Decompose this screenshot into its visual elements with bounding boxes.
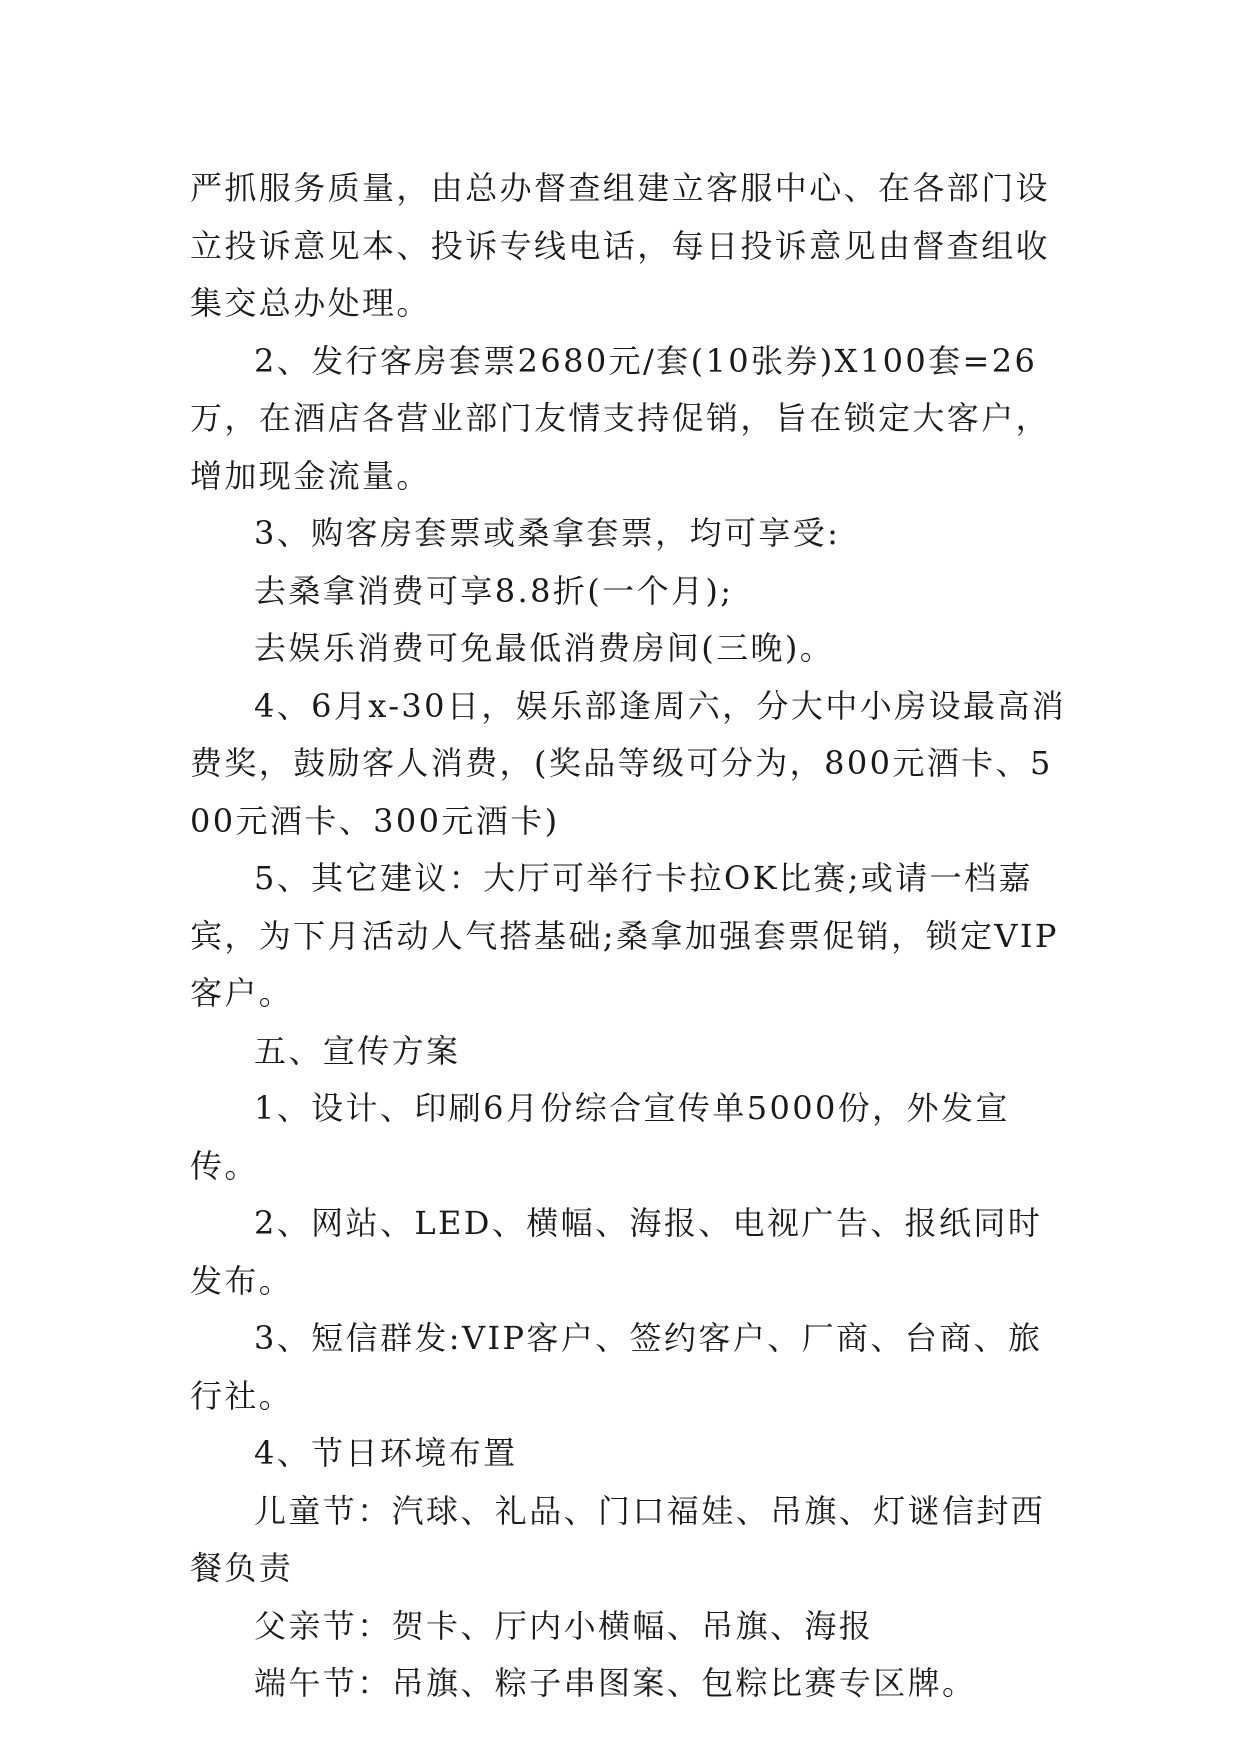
paragraph: 严抓服务质量，由总办督查组建立客服中心、在各部门设立投诉意见本、投诉专线电话，每日投诉意见由督查组收集交总办处理。: [190, 169, 1051, 322]
paragraph: 端午节：吊旗、粽子串图案、包粽比赛专区牌。: [254, 1664, 977, 1702]
paragraph: 去桑拿消费可享8.8折(一个月);: [254, 571, 734, 610]
paragraph: 3、短信群发:VIP客户、签约客户、厂商、台商、旅行社。: [190, 1319, 1043, 1415]
document-body: [190, 160, 1070, 1713]
paragraph: 4、节日环境布置: [254, 1434, 518, 1472]
paragraph: 儿童节：汽球、礼品、门口福娃、吊旗、灯谜信封西餐负责: [190, 1491, 1046, 1587]
paragraph: 2、网站、LED、横幅、海报、电视广告、报纸同时发布。: [190, 1204, 1043, 1300]
paragraph: 父亲节：贺卡、厅内小横幅、吊旗、海报: [254, 1606, 874, 1645]
paragraph: 4、6月x-30日，娱乐部逢周六，分大中小房设最高消费奖，鼓励客人消费，(奖品等级可分为，800元酒卡、500元酒卡、300元酒卡): [190, 686, 1067, 840]
section-heading: 五、宣传方案: [254, 1031, 461, 1070]
paragraph: 1、设计、印刷6月份综合宣传单5000份，外发宣传。: [190, 1089, 1010, 1185]
paragraph: 2、发行客房套票2680元/套(10张券)X100套=26万，在酒店各营业部门友情支持促销，旨在锁定大客户，增加现金流量。: [190, 341, 1051, 495]
paragraph: 5、其它建议：大厅可举行卡拉OK比赛;或请一档嘉宾，为下月活动人气搭基础;桑拿加强套票促销，锁定VIP客户。: [190, 859, 1059, 1012]
paragraph: 3、购客房套票或桑拿套票，均可享受:: [254, 514, 841, 552]
paragraph: 去娱乐消费可免最低消费房间(三晚)。: [254, 629, 835, 667]
